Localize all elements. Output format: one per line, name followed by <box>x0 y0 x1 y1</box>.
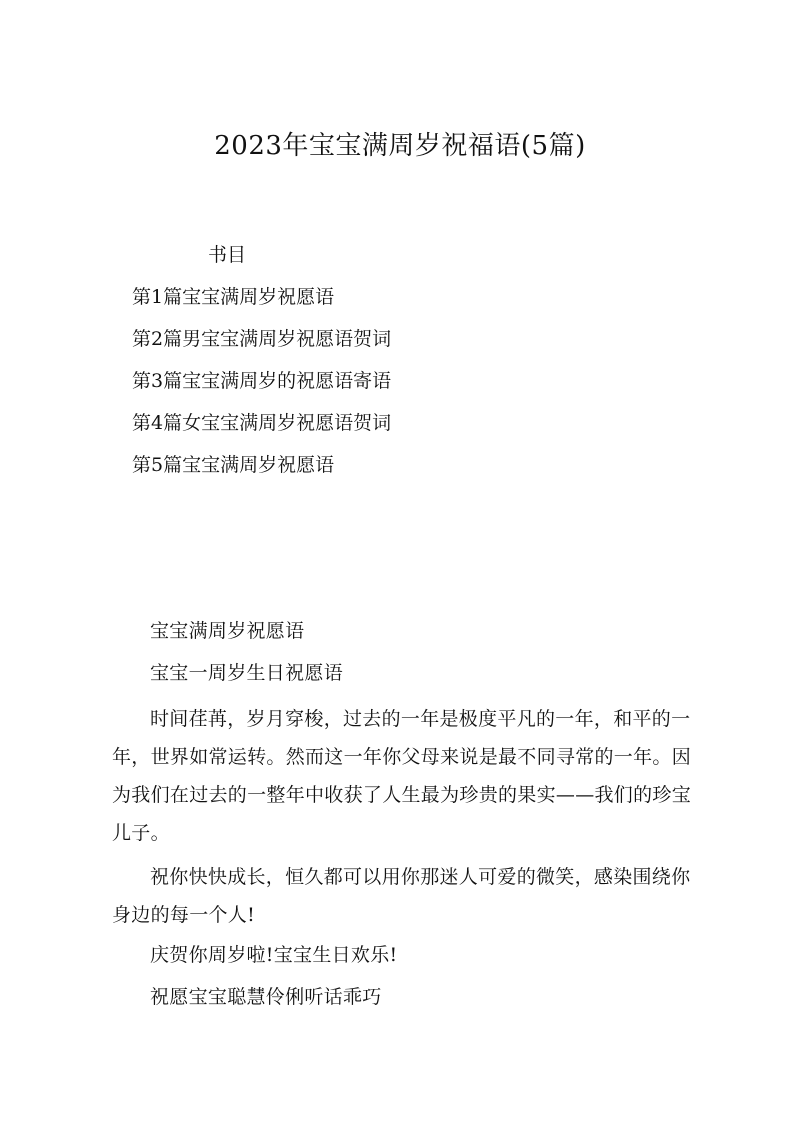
body-paragraph: 祝愿宝宝聪慧伶俐听话乖巧 <box>150 986 382 1008</box>
toc-item-4: 第4篇女宝宝满周岁祝愿语贺词 <box>132 412 392 434</box>
section-subheading: 宝宝一周岁生日祝愿语 <box>150 662 344 684</box>
body-paragraph: 时间荏苒，岁月穿梭，过去的一年是极度平凡的一年，和平的一年，世界如常运转。然而这一年你父母来说是最不同寻常的一年。因为我们在过去的一整年中收获了人生最为珍贵的果实——我们的珍宝儿子。 <box>112 708 692 844</box>
document-body <box>112 616 692 1024</box>
body-paragraph: 祝你快快成长，恒久都可以用你那迷人可爱的微笑，感染围绕你身边的每一个人! <box>112 866 691 926</box>
body-paragraph: 庆贺你周岁啦!宝宝生日欢乐! <box>150 944 398 966</box>
toc-item-1: 第1篇宝宝满周岁祝愿语 <box>132 286 335 308</box>
section-heading: 宝宝满周岁祝愿语 <box>150 620 305 642</box>
toc-item-2: 第2篇男宝宝满周岁祝愿语贺词 <box>132 328 392 350</box>
document-title: 2023年宝宝满周岁祝福语(5篇) <box>214 131 586 161</box>
toc-item-5: 第5篇宝宝满周岁祝愿语 <box>132 454 335 476</box>
table-of-contents <box>132 282 391 492</box>
toc-heading: 书目 <box>208 244 247 266</box>
toc-item-3: 第3篇宝宝满周岁的祝愿语寄语 <box>132 370 392 392</box>
